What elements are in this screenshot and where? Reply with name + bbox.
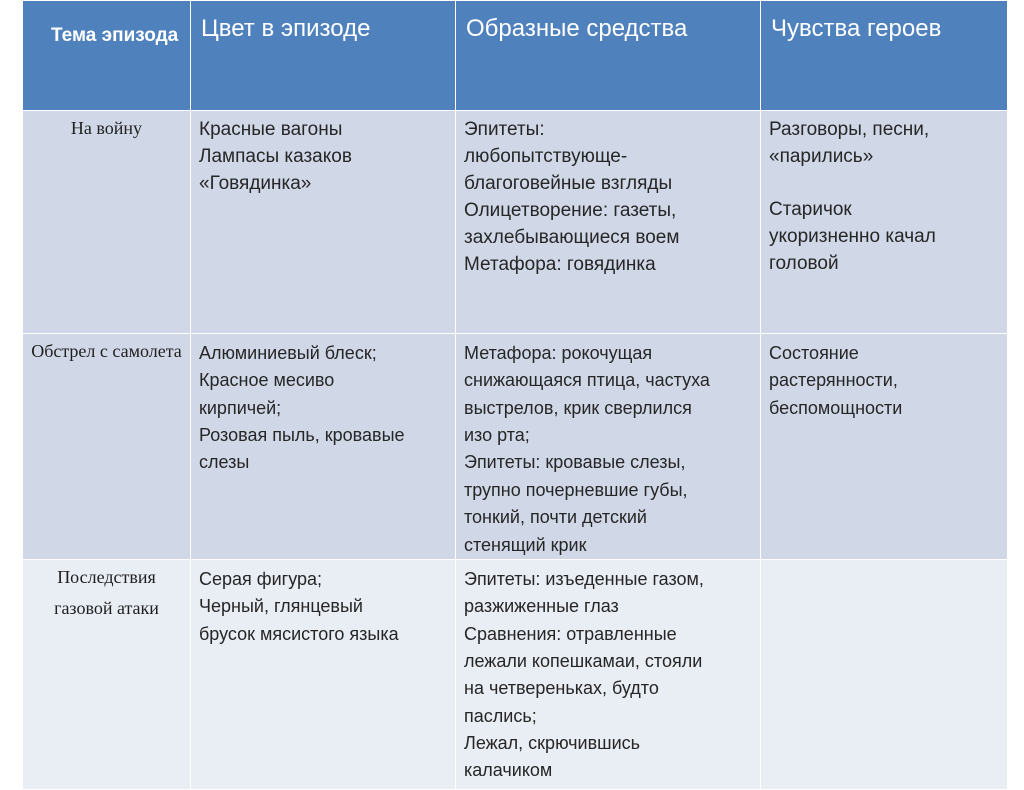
cell-line: выстрелов, крик сверлился [464, 397, 692, 418]
cell-line: калачиком [464, 760, 553, 781]
cell-line: любопытствующе- [464, 145, 628, 167]
cell-line: трупно почерневшие губы, [464, 479, 688, 500]
cell-line: «Говядинка» [199, 172, 312, 194]
cell-line: растерянности, [769, 370, 898, 391]
cell-line: Разговоры, песни, [769, 119, 930, 140]
cell-line: Олицетворение: газеты, [464, 199, 677, 221]
cell-topic: Обстрел с самолета [23, 334, 191, 560]
table-header-row [23, 1, 1008, 111]
cell-line: Черный, глянцевый [199, 596, 363, 617]
cell-line: стенящий крик [464, 534, 587, 555]
cell-line: Сравнения: отравленные [464, 623, 677, 644]
cell-feelings [761, 559, 1008, 789]
cell-means [456, 334, 761, 560]
cell-line: Красные вагоны [199, 119, 343, 140]
cell-line: разжиженные глаз [464, 596, 619, 617]
cell-line: Лежал, скрючившись [464, 733, 641, 754]
cell-line: слезы [199, 452, 250, 473]
cell-line: укоризненно качал [769, 225, 936, 247]
cell-means [456, 559, 761, 789]
header-color: Цвет в эпизоде [191, 1, 456, 111]
table-row [23, 111, 1008, 334]
cell-color [191, 111, 456, 334]
cell-line: беспомощности [769, 397, 903, 418]
cell-topic: На войну [23, 111, 191, 334]
header-episode-topic: Тема эпизода [23, 1, 191, 111]
cell-feelings [761, 111, 1008, 334]
table-row [23, 334, 1008, 560]
cell-gap [769, 171, 999, 197]
cell-line: Серая фигура; [199, 568, 323, 589]
table-row [23, 559, 1008, 789]
cell-line: Эпитеты: [464, 119, 545, 140]
cell-line: «парились» [769, 145, 874, 167]
cell-color [191, 559, 456, 789]
cell-feelings [761, 334, 1008, 560]
episode-analysis-table [22, 0, 1008, 790]
cell-line: лежали копешкамаи, стояли [464, 650, 703, 671]
cell-color [191, 334, 456, 560]
cell-line: Метафора: рокочущая [464, 343, 653, 363]
cell-line: снижающаяся птица, частуха [464, 370, 710, 391]
cell-means [456, 111, 761, 334]
cell-line: благоговейные взгляды [464, 172, 673, 194]
header-heroes-feelings: Чувства героев [761, 1, 1008, 111]
cell-line: изо рта; [464, 425, 530, 446]
cell-line: Эпитеты: кровавые слезы, [464, 452, 686, 473]
cell-line: паслись; [464, 705, 537, 726]
cell-line: брусок мясистого языка [199, 623, 399, 644]
cell-line: на четвереньках, будто [464, 678, 659, 699]
cell-line: Розовая пыль, кровавые [199, 425, 405, 446]
cell-line: Алюминиевый блеск; [199, 343, 377, 363]
cell-topic: Последствия газовой атаки [23, 559, 191, 789]
cell-line: захлебывающиеся воем [464, 226, 680, 248]
cell-line: Состояние [769, 343, 859, 363]
cell-line: Метафора: говядинка [464, 253, 656, 275]
header-figurative-means: Образные средства [456, 1, 761, 111]
cell-line: Эпитеты: изъеденные газом, [464, 568, 704, 589]
cell-line: Старичок [769, 198, 852, 220]
cell-line: кирпичей; [199, 397, 282, 418]
cell-line: головой [769, 252, 839, 274]
cell-line: Лампасы казаков [199, 145, 352, 167]
cell-line: тонкий, почти детский [464, 507, 647, 528]
cell-line: Красное месиво [199, 370, 335, 391]
